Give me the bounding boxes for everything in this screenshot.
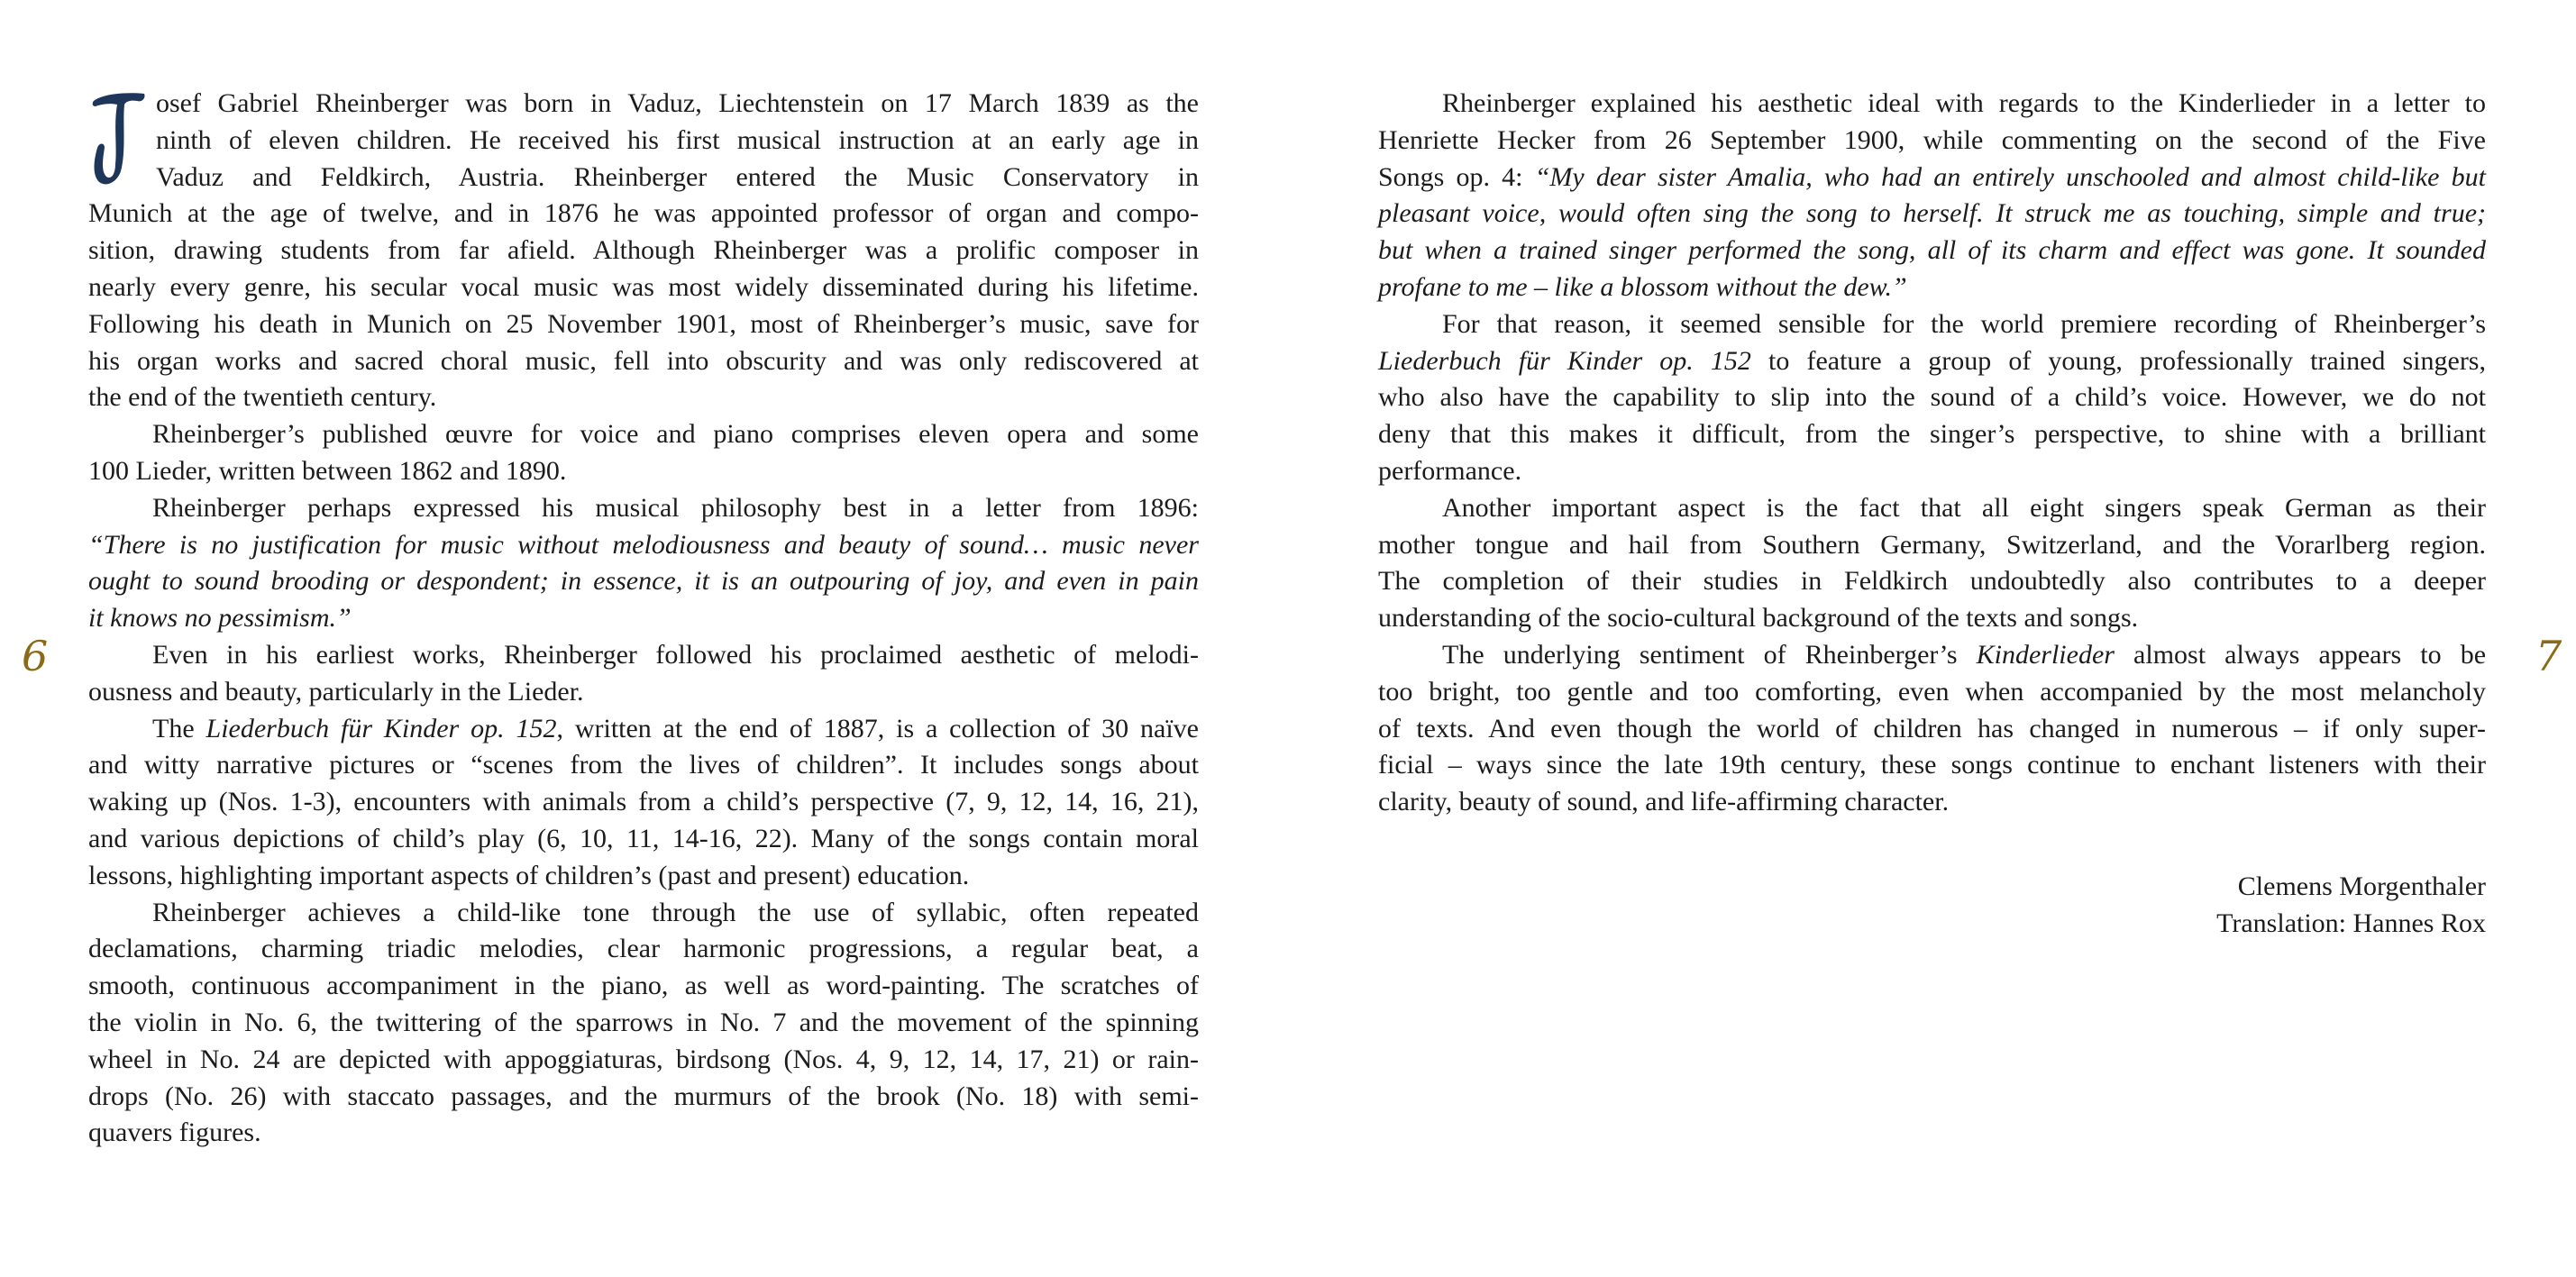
line-text [1442,637,2486,674]
line-text [152,490,1199,527]
text-line [1378,784,2486,821]
text-run: The underlying sentiment of Rheinberger’s [1442,639,1977,670]
text-line [88,123,1199,160]
right-column-text [1378,86,2486,943]
text-line [88,895,1199,932]
text-line [88,527,1199,564]
text-run: who also have the capability to slip into the sound of a child’s voice. However, we do not [1378,382,2486,413]
line-text [88,674,584,711]
line-text [1378,747,2486,784]
text-run: Another important aspect is the fact that all eight singers speak German as their [1442,492,2486,523]
translator-credit: Translation: Hannes Rox [2216,908,2486,938]
line-text [88,1115,261,1152]
text-run: The [152,713,206,743]
italic-text: Liederbuch für Kinder op. 152 [1378,345,1751,376]
line-text [156,86,1199,123]
text-line [88,821,1199,858]
line-text [88,1079,1199,1116]
text-run: Rheinberger’s published œuvre for voice and piano comprises eleven opera and some [152,419,1199,450]
text-line [1378,563,2486,600]
line-text [88,233,1199,269]
text-run: the violin in No. 6, the twittering of the sparrows in No. 7 and the movement of the spinning [88,1007,1199,1037]
text-run: Rheinberger perhaps expressed his musical philosophy best in a letter from 1896: [152,492,1199,523]
text-line [88,858,1199,895]
text-run: Henriette Hecker from 26 September 1900, while commenting on the second of the Five [1378,124,2486,155]
text-run: ninth of eleven children. He received his first musical instruction at an early age in [156,124,1199,155]
left-column-text [88,86,1199,1152]
line-text [1378,600,2138,637]
text-run: smooth, continuous accompaniment in the piano, as well as word-painting. The scratches of [88,971,1199,1001]
line-text [1442,86,2486,123]
line-text [88,269,1199,306]
text-run: Munich at the age of twelve, and in 1876 he was appointed professor of organ and compo- [88,198,1199,229]
text-line [88,269,1199,306]
text-run: mother tongue and hail from Southern Germany, Switzerland, and the Vorarlberg region. [1378,529,2486,560]
text-run: Rheinberger achieves a child-like tone through the use of syllabic, often repeated [152,897,1199,927]
text-line [88,453,1199,490]
text-line [88,379,1199,416]
line-text [156,123,1199,160]
line-text [1378,711,2486,748]
text-run: too bright, too gentle and too comforting, even when accompanied by the most melancholy [1378,676,2486,707]
line-text [88,379,436,416]
text-run: For that reason, it seemed sensible for the world premiere recording of Rheinberger’s [1442,308,2486,339]
text-run: Following his death in Munich on 25 November 1901, most of Rheinberger’s music, save for [88,308,1199,339]
line-text [1378,160,2486,196]
text-line [88,711,1199,748]
line-text [152,416,1199,453]
text-line [1378,637,2486,674]
line-text [88,527,1199,564]
text-run: the end of the twentieth century. [88,382,437,413]
text-run: declamations, charming triadic melodies, clear harmonic progressions, a regular beat, a [88,934,1199,964]
text-line [88,747,1199,784]
text-run: to feature a group of young, professionally trained singers, [1750,345,2486,376]
text-run: nearly every genre, his secular vocal music was most widely disseminated during his lifetime. [88,271,1199,302]
right-page [1288,0,2576,1277]
text-line [88,784,1199,821]
text-line [88,1042,1199,1079]
text-line [88,1079,1199,1116]
line-text [1378,123,2486,160]
text-line [1378,453,2486,490]
line-text [88,453,566,490]
italic-text: “There is no justification for music without melodiousness and beauty of sound… music never [88,529,1199,560]
line-text [88,306,1199,343]
text-line [1378,674,2486,711]
line-text [88,821,1199,858]
line-text [88,343,1199,380]
italic-text: it knows no pessimism.” [88,603,352,634]
text-line [88,160,1199,196]
signature-block [1378,869,2486,943]
line-text [1378,784,1949,821]
italic-text: pleasant voice, would often sing the song to herself. It struck me as touching, simple and true; [1378,198,2486,229]
line-text [1378,563,2486,600]
text-run: Songs op. 4: [1378,161,1535,192]
text-line [1378,196,2486,233]
text-line [88,306,1199,343]
text-run: ficial – ways since the late 19th century, these songs continue to enchant listeners with their [1378,750,2486,780]
text-line [1378,416,2486,453]
text-line [1378,490,2486,527]
text-line [1378,233,2486,269]
text-line [1378,527,2486,564]
text-line [88,1115,1199,1152]
text-run: clarity, beauty of sound, and life-affirming character. [1378,787,1950,817]
text-run: 100 Lieder, written between 1862 and 1890. [88,455,567,486]
text-line [88,637,1199,674]
page-number-left: 6 [22,632,49,680]
italic-text: Kinderlieder [1976,639,2115,670]
text-line [88,343,1199,380]
text-run: of texts. And even though the world of children has changed in numerous – if only super- [1378,713,2486,743]
italic-text: profane to me – like a blossom without the dew.” [1378,271,1907,302]
text-run: The completion of their studies in Feldkirch undoubtedly also contributes to a deeper [1378,566,2486,597]
line-text [88,600,352,637]
text-line [88,563,1199,600]
line-text [88,747,1199,784]
italic-text: but when a trained singer performed the song, all of its charm and effect was gone. It sounded [1378,235,2486,266]
text-run: drops (No. 26) with staccato passages, and the murmurs of the brook (No. 18) with semi- [88,1081,1199,1111]
text-run: ousness and beauty, particularly in the Lieder. [88,676,584,707]
text-line [1378,711,2486,748]
text-line [1378,306,2486,343]
text-line [1378,160,2486,196]
text-line [1378,600,2486,637]
text-run: quavers figures. [88,1117,261,1148]
text-run: his organ works and sacred choral music, fell into obscurity and was only rediscovered at [88,345,1199,376]
line-text [152,895,1199,932]
text-line [88,674,1199,711]
text-run: sition, drawing students from far afield. Although Rheinberger was a prolific composer in [88,235,1199,266]
line-text [88,968,1199,1005]
italic-text: Liederbuch für Kinder op. 152 [206,713,557,743]
text-run: and witty narrative pictures or “scenes from the lives of children”. It includes songs about [88,750,1199,780]
line-text [156,160,1199,196]
line-text [88,1042,1199,1079]
text-line [88,968,1199,1005]
text-run: Rheinberger explained his aesthetic ideal with regards to the Kinderlieder in a letter to [1442,88,2486,118]
text-run: lessons, highlighting important aspects of children’s (past and present) education. [88,860,970,890]
text-run: almost always appears to be [2114,639,2487,670]
text-run: performance. [1378,455,1522,486]
italic-text: ought to sound brooding or despondent; in essence, it is an outpouring of joy, and even in pain [88,566,1199,597]
text-line [1378,343,2486,380]
page-number-right: 7 [2535,632,2562,680]
text-line [88,600,1199,637]
text-run: waking up (Nos. 1-3), encounters with animals from a child’s perspective (7, 9, 12, 14, 16, 21), [88,787,1199,817]
line-text [88,196,1199,233]
italic-text: “My dear sister Amalia, who had an entirely unschooled and almost child-like but [1534,161,2486,192]
text-line [88,1005,1199,1042]
line-text [1378,527,2486,564]
text-run: wheel in No. 24 are depicted with appoggiaturas, birdsong (Nos. 4, 9, 12, 14, 17, 21) or rain- [88,1044,1199,1074]
text-line [88,416,1199,453]
text-line [1378,86,2486,123]
line-text [1378,233,2486,269]
line-text [88,784,1199,821]
text-line [88,931,1199,968]
line-text [88,1005,1199,1042]
text-line [88,86,1199,123]
text-run: Vaduz and Feldkirch, Austria. Rheinberger entered the Music Conservatory in [156,161,1199,192]
line-text [88,563,1199,600]
line-text [152,711,1199,748]
text-run: Even in his earliest works, Rheinberger followed his proclaimed aesthetic of melodi- [152,639,1199,670]
text-run: understanding of the socio-cultural background of the texts and songs. [1378,603,2139,634]
line-text [88,858,969,895]
text-line [1378,123,2486,160]
text-run: and various depictions of child’s play (6, 10, 11, 14-16, 22). Many of the songs contain moral [88,823,1199,853]
line-text [1378,674,2486,711]
line-text [88,931,1199,968]
text-run: osef Gabriel Rheinberger was born in Vaduz, Liechtenstein on 17 March 1839 as the [156,88,1199,118]
line-text [1378,269,1907,306]
text-line [1378,269,2486,306]
text-line [1378,379,2486,416]
line-text [1378,416,2486,453]
text-line [1378,747,2486,784]
text-run: deny that this makes it difficult, from the singer’s perspective, to shine with a brilliant [1378,419,2486,450]
line-text [1442,490,2486,527]
line-text [1442,306,2486,343]
line-text [152,637,1199,674]
text-line [88,490,1199,527]
text-run: , written at the end of 1887, is a collection of 30 naïve [556,713,1199,743]
line-text [1378,379,2486,416]
line-text [1378,343,2486,380]
text-line [88,196,1199,233]
line-text [1378,196,2486,233]
line-text [1378,453,1521,490]
author-name: Clemens Morgenthaler [2237,871,2486,901]
text-line [88,233,1199,269]
